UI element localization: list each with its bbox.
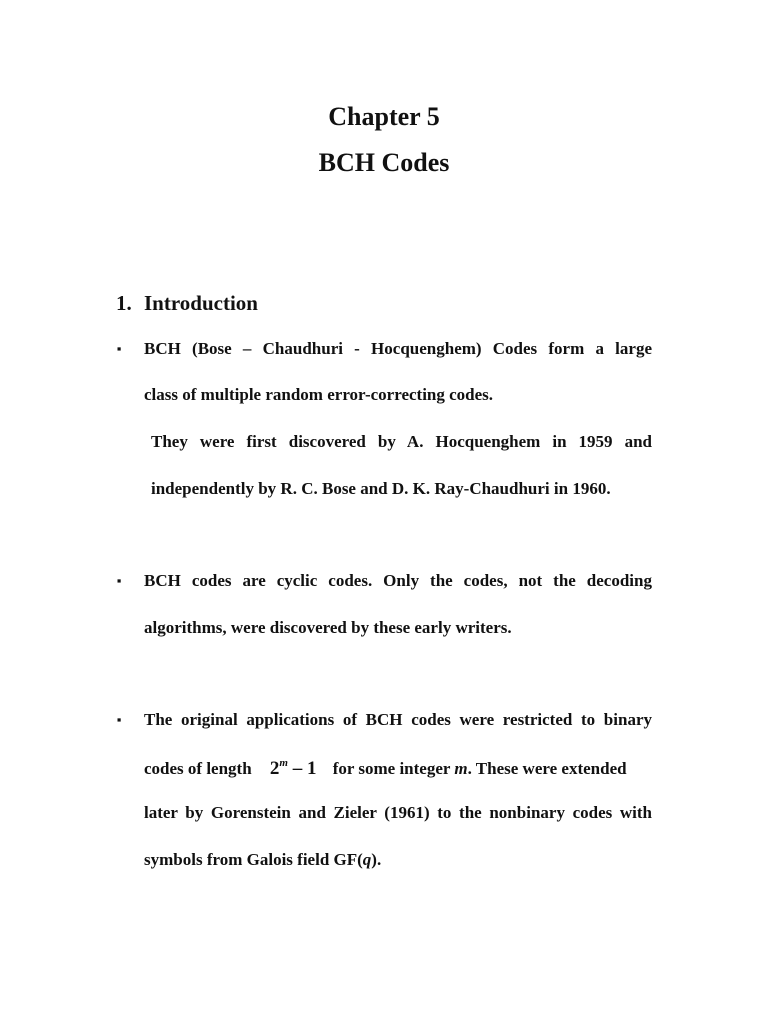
bullet-marker: ▪ (116, 712, 122, 727)
paragraph-line: independently by R. C. Bose and D. K. Ray-Chaudhuri in 1960. (151, 479, 611, 498)
page-title: BCH Codes (318, 148, 450, 177)
math-tail: – 1 (292, 758, 317, 779)
line-text: symbols from Galois field GF( (144, 850, 363, 869)
math-variable: m (454, 759, 468, 778)
paragraph-line: later by Gorenstein and Zieler (1961) to the nonbinary codes with (144, 803, 652, 822)
paragraph-line: BCH codes are cyclic codes. Only the codes, not the decoding (144, 571, 652, 590)
line-text: ). (371, 850, 382, 869)
line-text: . These were extended (467, 759, 627, 778)
line-text: for some integer (332, 759, 451, 778)
chapter-label: Chapter 5 (328, 102, 440, 131)
paragraph-line: BCH (Bose – Chaudhuri - Hocquenghem) Codes form a large (144, 339, 652, 358)
paragraph-line: They were first discovered by A. Hocquenghem in 1959 and (151, 432, 652, 451)
paragraph-line: class of multiple random error-correcting codes. (144, 385, 494, 404)
paragraph-line (144, 850, 652, 870)
paragraph-line: The original applications of BCH codes were restricted to binary (144, 710, 652, 729)
section-number: 1. (116, 291, 132, 315)
math-variable: q (362, 850, 372, 869)
bullet-marker: ▪ (116, 341, 122, 356)
section-title: Introduction (144, 291, 258, 315)
math-exponent: m (279, 757, 288, 769)
math-base: 2 (269, 758, 280, 779)
math-expression (270, 759, 317, 779)
bullet-marker: ▪ (116, 573, 122, 588)
paragraph-line: algorithms, were discovered by these early writers. (144, 618, 512, 637)
paragraph-line-with-math (144, 759, 652, 779)
line-text: codes of length (144, 759, 252, 778)
